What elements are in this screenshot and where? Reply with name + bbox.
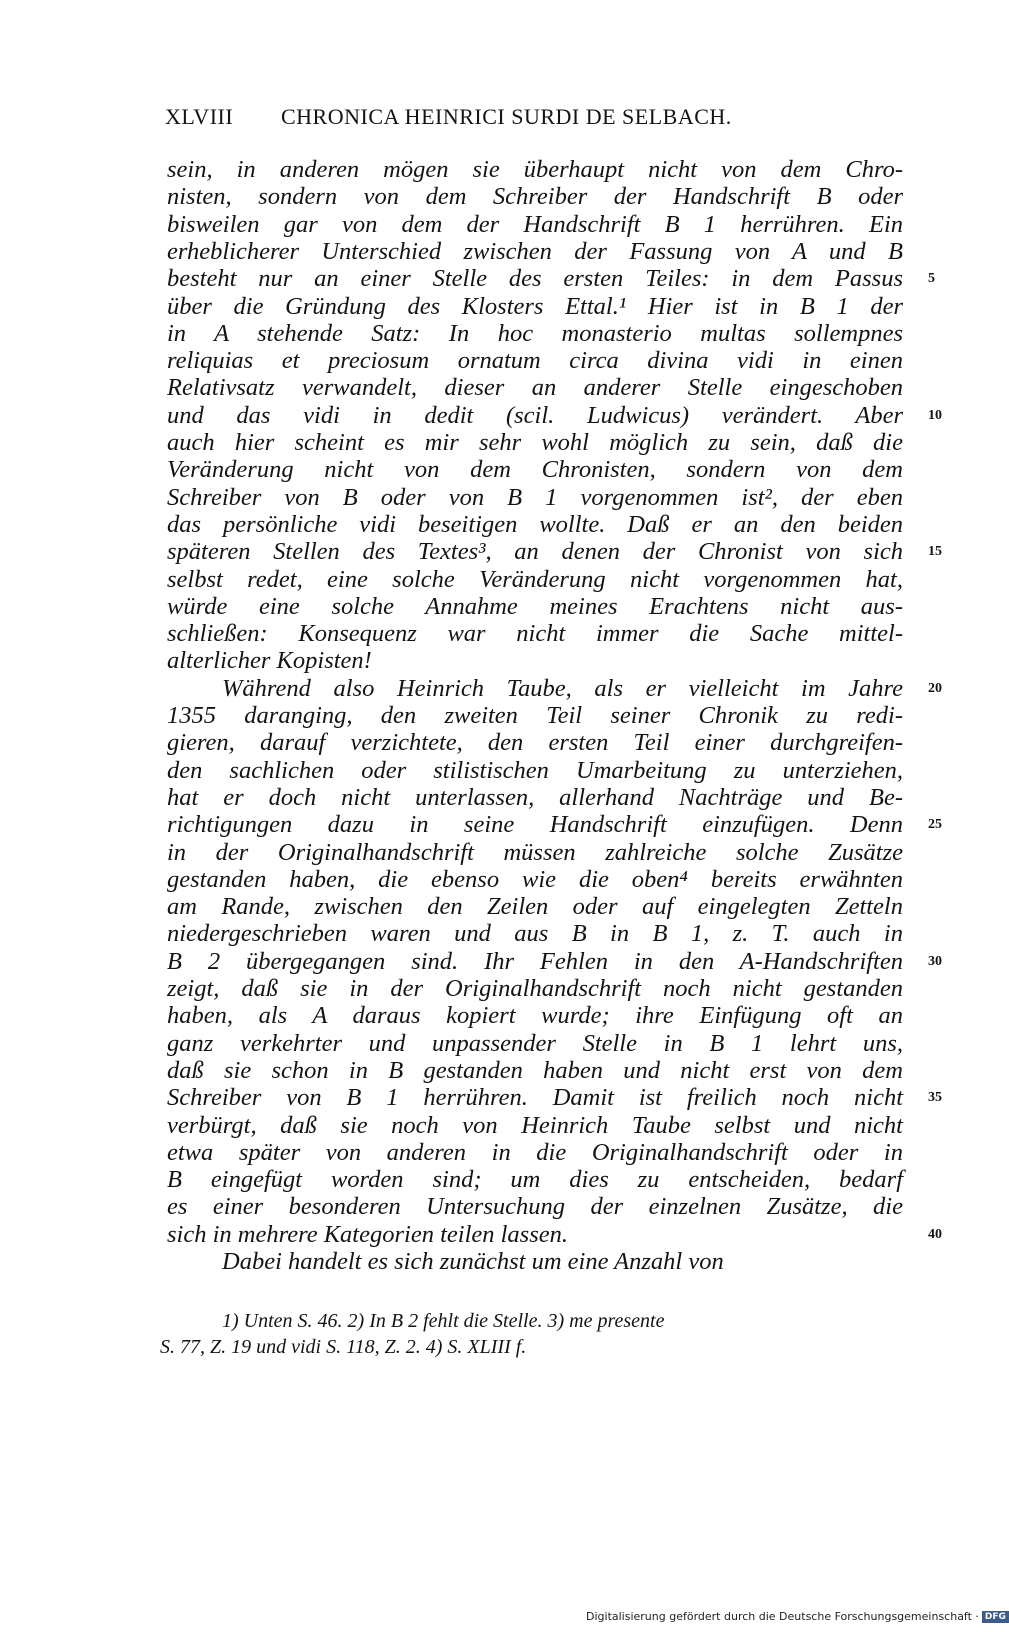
text-line: zeigt, daß sie in der Originalhandschrift noch nicht gestanden (167, 975, 903, 1002)
text-line: Relativsatz verwandelt, dieser an anderer Stelle eingeschoben (167, 374, 903, 402)
text-line: schließen: Konsequenz war nicht immer die Sache mittel- (167, 620, 903, 648)
text-line: Veränderung nicht von dem Chronisten, sondern von dem (167, 456, 903, 484)
text-line: nisten, sondern von dem Schreiber der Handschrift B oder (167, 183, 903, 211)
running-title: CHRONICA HEINRICI SURDI DE SELBACH. (281, 104, 732, 129)
text-line: selbst redet, eine solche Veränderung nicht vorgenommen hat, (167, 565, 903, 593)
line-number: 5 (928, 271, 935, 287)
text-line: das persönliche vidi beseitigen wollte. Daß er an den beiden (167, 510, 903, 538)
text-line: 1355 daranging, den zweiten Teil seiner Chronik zu redi- (167, 702, 903, 729)
text-line: den sachlichen oder stilistischen Umarbeitung zu unterziehen, (167, 756, 903, 784)
text-line: Dabei handelt es sich zunächst um eine Anzahl von (222, 1248, 724, 1275)
text-line: reliquias et preciosum ornatum circa divina vidi in einen (167, 347, 903, 375)
text-line: sein, in anderen mögen sie überhaupt nicht von dem Chro- (167, 156, 903, 183)
text-line: sich in mehrere Kategorien teilen lassen. (167, 1220, 568, 1248)
text-line: richtigungen dazu in seine Handschrift einzufügen. Denn (167, 811, 903, 839)
line-number: 30 (928, 953, 942, 969)
text-line: niedergeschrieben waren und aus B in B 1, z. T. auch in (167, 920, 903, 948)
text-line: Schreiber von B 1 herrühren. Damit ist freilich noch nicht (167, 1084, 903, 1112)
text-line: und das vidi in dedit (scil. Ludwicus) verändert. Aber (167, 401, 903, 429)
line-number: 10 (928, 407, 942, 423)
text-line: ganz verkehrter und unpassender Stelle in B 1 lehrt uns, (167, 1029, 903, 1057)
text-line: über die Gründung des Klosters Ettal.¹ Hier ist in B 1 der (167, 292, 903, 320)
text-line: gestanden haben, die ebenso wie die oben⁴ bereits erwähnten (167, 865, 903, 893)
line-number: 20 (928, 680, 942, 696)
line-number: 15 (928, 544, 942, 560)
text-line: hat er doch nicht unterlassen, allerhand Nachträge und Be- (167, 783, 903, 811)
footnote-line: 1) Unten S. 46. 2) In B 2 fehlt die Stelle. 3) me presente (222, 1310, 665, 1332)
footnote-line: S. 77, Z. 19 und vidi S. 118, Z. 2. 4) S. XLIII f. (160, 1336, 527, 1358)
text-line: alterlicher Kopisten! (167, 647, 372, 675)
page-folio: XLVIII (165, 104, 234, 129)
credit-text: Digitalisierung gefördert durch die Deutsche Forschungsgemeinschaft · (586, 1610, 979, 1623)
text-line: erheblicherer Unterschied zwischen der Fassung von A und B (167, 237, 903, 265)
line-number: 25 (928, 817, 942, 833)
text-line: bisweilen gar von dem der Handschrift B 1 herrühren. Ein (167, 210, 903, 238)
text-line: haben, als A daraus kopiert wurde; ihre Einfügung oft an (167, 1002, 903, 1030)
text-line: daß sie schon in B gestanden haben und nicht erst von dem (167, 1056, 903, 1084)
text-line: auch hier scheint es mir sehr wohl möglich zu sein, daß die (167, 429, 903, 456)
text-line: in A stehende Satz: In hoc monasterio multas sollempnes (167, 319, 903, 347)
text-line: Während also Heinrich Taube, als er vielleicht im Jahre (222, 674, 903, 702)
text-line: späteren Stellen des Textes³, an denen der Chronist von sich (167, 538, 903, 566)
text-line: würde eine solche Annahme meines Erachtens nicht aus- (167, 592, 903, 620)
line-number: 35 (928, 1090, 942, 1106)
line-number: 40 (928, 1226, 942, 1242)
text-line: es einer besonderen Untersuchung der einzelnen Zusätze, die (167, 1193, 903, 1221)
text-line: Schreiber von B oder von B 1 vorgenommen ist², der eben (167, 483, 903, 511)
text-line: B 2 übergegangen sind. Ihr Fehlen in den A-Handschriften (167, 947, 903, 975)
text-line: verbürgt, daß sie noch von Heinrich Taube selbst und nicht (167, 1111, 903, 1139)
text-line: B eingefügt worden sind; um dies zu entscheiden, bedarf (167, 1166, 903, 1194)
text-line: besteht nur an einer Stelle des ersten Teiles: in dem Passus (167, 265, 903, 293)
digitization-credit (586, 1610, 1009, 1623)
text-line: etwa später von anderen in die Originalhandschrift oder in (167, 1138, 903, 1166)
dfg-logo: DFG (982, 1611, 1009, 1623)
text-line: am Rande, zwischen den Zeilen oder auf eingelegten Zetteln (167, 893, 903, 921)
text-line: in der Originalhandschrift müssen zahlreiche solche Zusätze (167, 838, 903, 866)
text-line: gieren, darauf verzichtete, den ersten Teil einer durchgreifen- (167, 729, 903, 757)
